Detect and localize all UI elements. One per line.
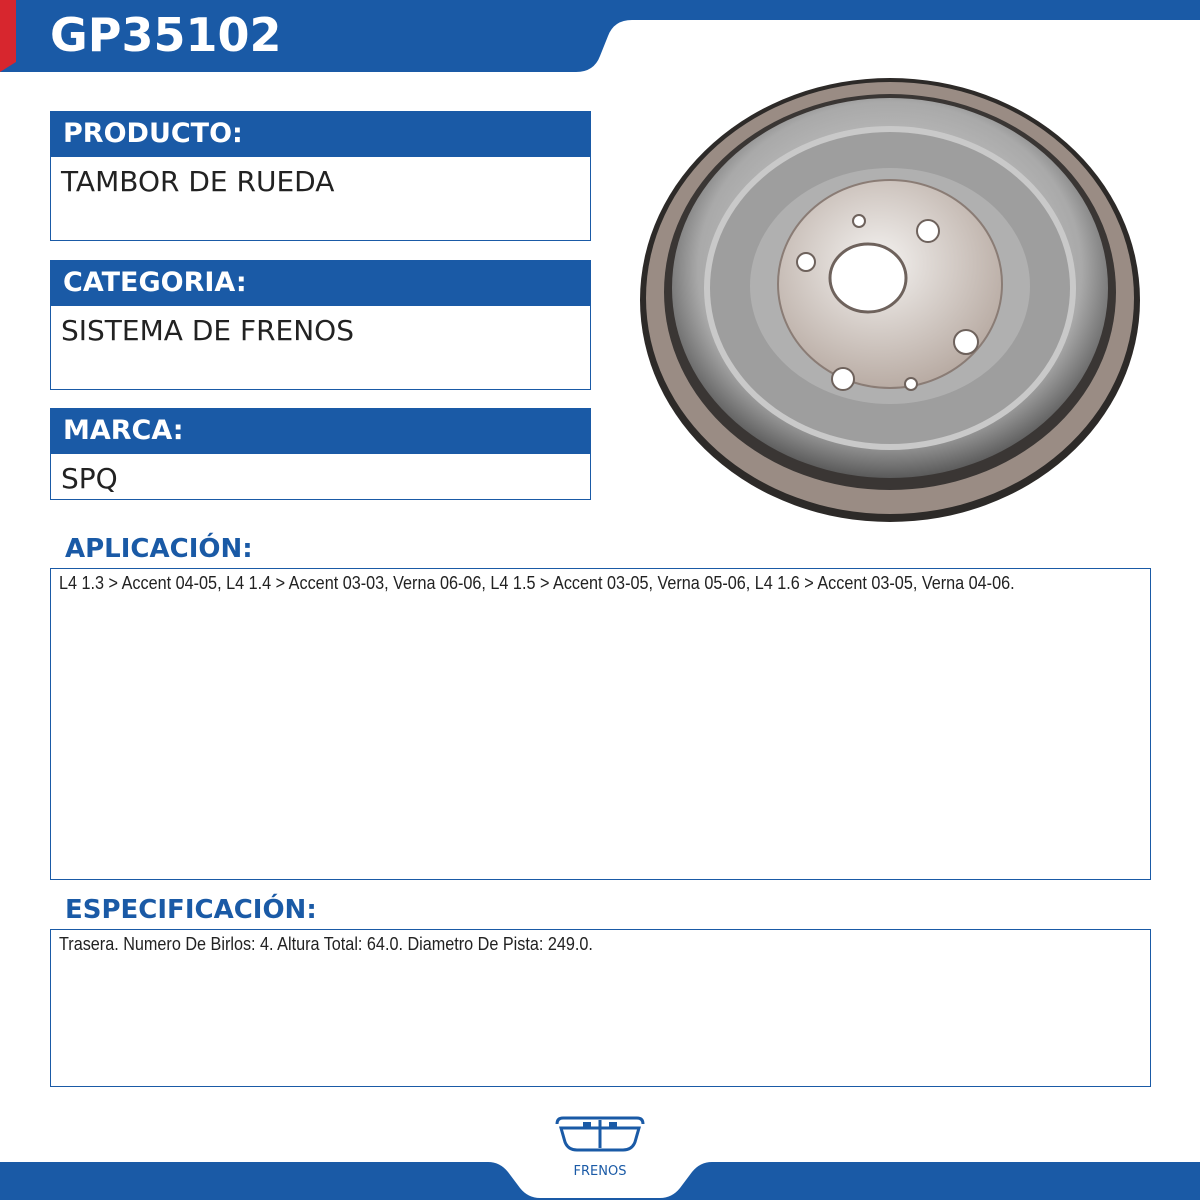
marca-label: MARCA: bbox=[50, 408, 591, 454]
producto-label: PRODUCTO: bbox=[50, 111, 591, 157]
categoria-value: SISTEMA DE FRENOS bbox=[50, 306, 591, 390]
aplicacion-title: APLICACIÓN: bbox=[65, 534, 253, 564]
aplicacion-text: L4 1.3 > Accent 04-05, L4 1.4 > Accent 03-03, Verna 06-06, L4 1.5 > Accent 03-05, Verna 05-06, L4 1.6 > Accent 03-05, Verna 04-06. bbox=[59, 573, 1015, 593]
part-number: GP35102 bbox=[50, 8, 282, 62]
field-categoria bbox=[50, 260, 591, 390]
producto-value: TAMBOR DE RUEDA bbox=[50, 157, 591, 241]
marca-value: SPQ bbox=[50, 454, 591, 500]
especificacion-box bbox=[50, 929, 1151, 1087]
brake-drum-image bbox=[640, 78, 1140, 538]
red-accent-stripe bbox=[0, 0, 16, 72]
field-marca bbox=[50, 408, 591, 500]
categoria-label: CATEGORIA: bbox=[50, 260, 591, 306]
brake-pad-icon bbox=[555, 1112, 645, 1154]
footer-category-label: FRENOS bbox=[573, 1164, 627, 1179]
field-producto bbox=[50, 111, 591, 241]
especificacion-text: Trasera. Numero De Birlos: 4. Altura Total: 64.0. Diametro De Pista: 249.0. bbox=[59, 934, 593, 954]
aplicacion-box bbox=[50, 568, 1151, 880]
especificacion-title: ESPECIFICACIÓN: bbox=[65, 895, 317, 925]
